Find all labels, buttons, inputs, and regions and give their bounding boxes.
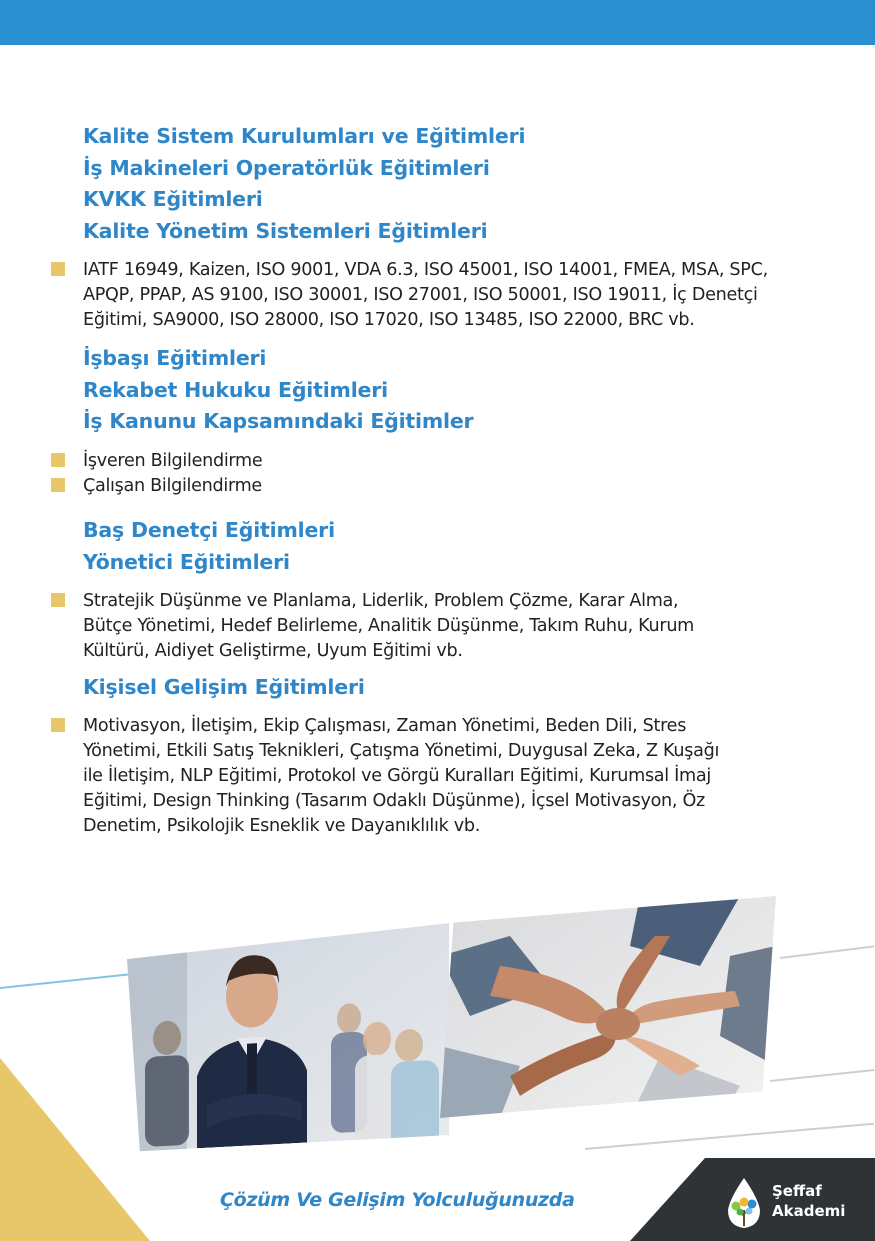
teamwork-hands-image — [440, 896, 776, 1118]
bullet-line: Bütçe Yönetimi, Hedef Belirleme, Analitik Düşünme, Takım Ruhu, Kurum — [83, 616, 695, 636]
teamwork-hands-photo — [440, 896, 776, 1118]
bullet-line: APQP, PPAP, AS 9100, ISO 30001, ISO 27001, ISO 50001, ISO 19011, İç Denetçi — [83, 285, 758, 305]
bullet-square-icon — [51, 478, 65, 492]
section-1-bullets — [51, 258, 768, 333]
heading: Rekabet Hukuku Eğitimleri — [83, 377, 388, 402]
bullet-line: IATF 16949, Kaizen, ISO 9001, VDA 6.3, ISO 45001, ISO 14001, FMEA, MSA, SPC, — [83, 260, 768, 280]
section-3-bullets — [51, 589, 694, 664]
bullet-square-icon — [51, 593, 65, 607]
bullet-item — [51, 449, 262, 474]
heading: KVKK Eğitimleri — [83, 187, 263, 211]
heading: İş Makineleri Operatörlük Eğitimleri — [83, 155, 490, 180]
decorative-line — [780, 945, 875, 959]
top-header-bar — [0, 0, 875, 45]
bullet-line: Kültürü, Aidiyet Geliştirme, Uyum Eğitimi vb. — [83, 641, 463, 661]
bullet-line: Yönetimi, Etkili Satış Teknikleri, Çatışma Yönetimi, Duygusal Zeka, Z Kuşağı — [83, 741, 720, 761]
section-4-headings — [83, 672, 365, 704]
bullet-square-icon — [51, 453, 65, 467]
decorative-line — [585, 1123, 874, 1150]
section-4-bullets — [51, 714, 719, 839]
heading: İşbaşı Eğitimleri — [83, 346, 267, 370]
logo-text-line2: Akademi — [772, 1202, 846, 1220]
yellow-corner-shape — [0, 1058, 150, 1241]
heading: Kalite Yönetim Sistemleri Eğitimleri — [83, 218, 488, 243]
bullet-line: Çalışan Bilgilendirme — [83, 476, 262, 496]
bullet-item — [51, 589, 694, 664]
bullet-line: Eğitimi, Design Thinking (Tasarım Odaklı Düşünme), İçsel Motivasyon, Öz — [83, 791, 705, 811]
seffaf-akademi-logo — [722, 1176, 862, 1232]
section-2-headings — [83, 343, 473, 438]
heading: İş Kanunu Kapsamındaki Eğitimler — [83, 409, 474, 433]
section-1-headings — [83, 121, 525, 247]
bullet-line: Motivasyon, İletişim, Ekip Çalışması, Zaman Yönetimi, Beden Dili, Stres — [83, 716, 687, 736]
water-drop-tree-icon — [722, 1176, 766, 1232]
decorative-line — [0, 973, 132, 989]
bullet-line: Eğitimi, SA9000, ISO 28000, ISO 17020, ISO 13485, ISO 22000, BRC vb. — [83, 310, 695, 330]
businessman-photo — [127, 923, 449, 1152]
bullet-item — [51, 474, 262, 499]
bullet-item — [51, 258, 768, 333]
decorative-line — [770, 1069, 875, 1082]
heading: Yönetici Eğitimleri — [83, 549, 290, 574]
bullet-line: Stratejik Düşünme ve Planlama, Liderlik, Problem Çözme, Karar Alma, — [83, 591, 679, 611]
bullet-item — [51, 714, 719, 839]
bullet-line: ile İletişim, NLP Eğitimi, Protokol ve Görgü Kuralları Eğitimi, Kurumsal İmaj — [83, 766, 711, 786]
bullet-square-icon — [51, 262, 65, 276]
bullet-line: İşveren Bilgilendirme — [83, 451, 263, 471]
businessman-image — [127, 923, 449, 1152]
bullet-square-icon — [51, 718, 65, 732]
logo-text-line1: Şeffaf — [772, 1182, 822, 1200]
bullet-line: Denetim, Psikolojik Esneklik ve Dayanıklılık vb. — [83, 816, 481, 836]
heading: Kişisel Gelişim Eğitimleri — [83, 675, 365, 699]
footer-tagline: Çözüm Ve Gelişim Yolculuğunuzda — [220, 1189, 575, 1211]
heading: Baş Denetçi Eğitimleri — [83, 518, 335, 542]
section-3-headings — [83, 515, 335, 578]
section-2-bullets — [51, 449, 262, 499]
heading: Kalite Sistem Kurulumları ve Eğitimleri — [83, 124, 526, 148]
